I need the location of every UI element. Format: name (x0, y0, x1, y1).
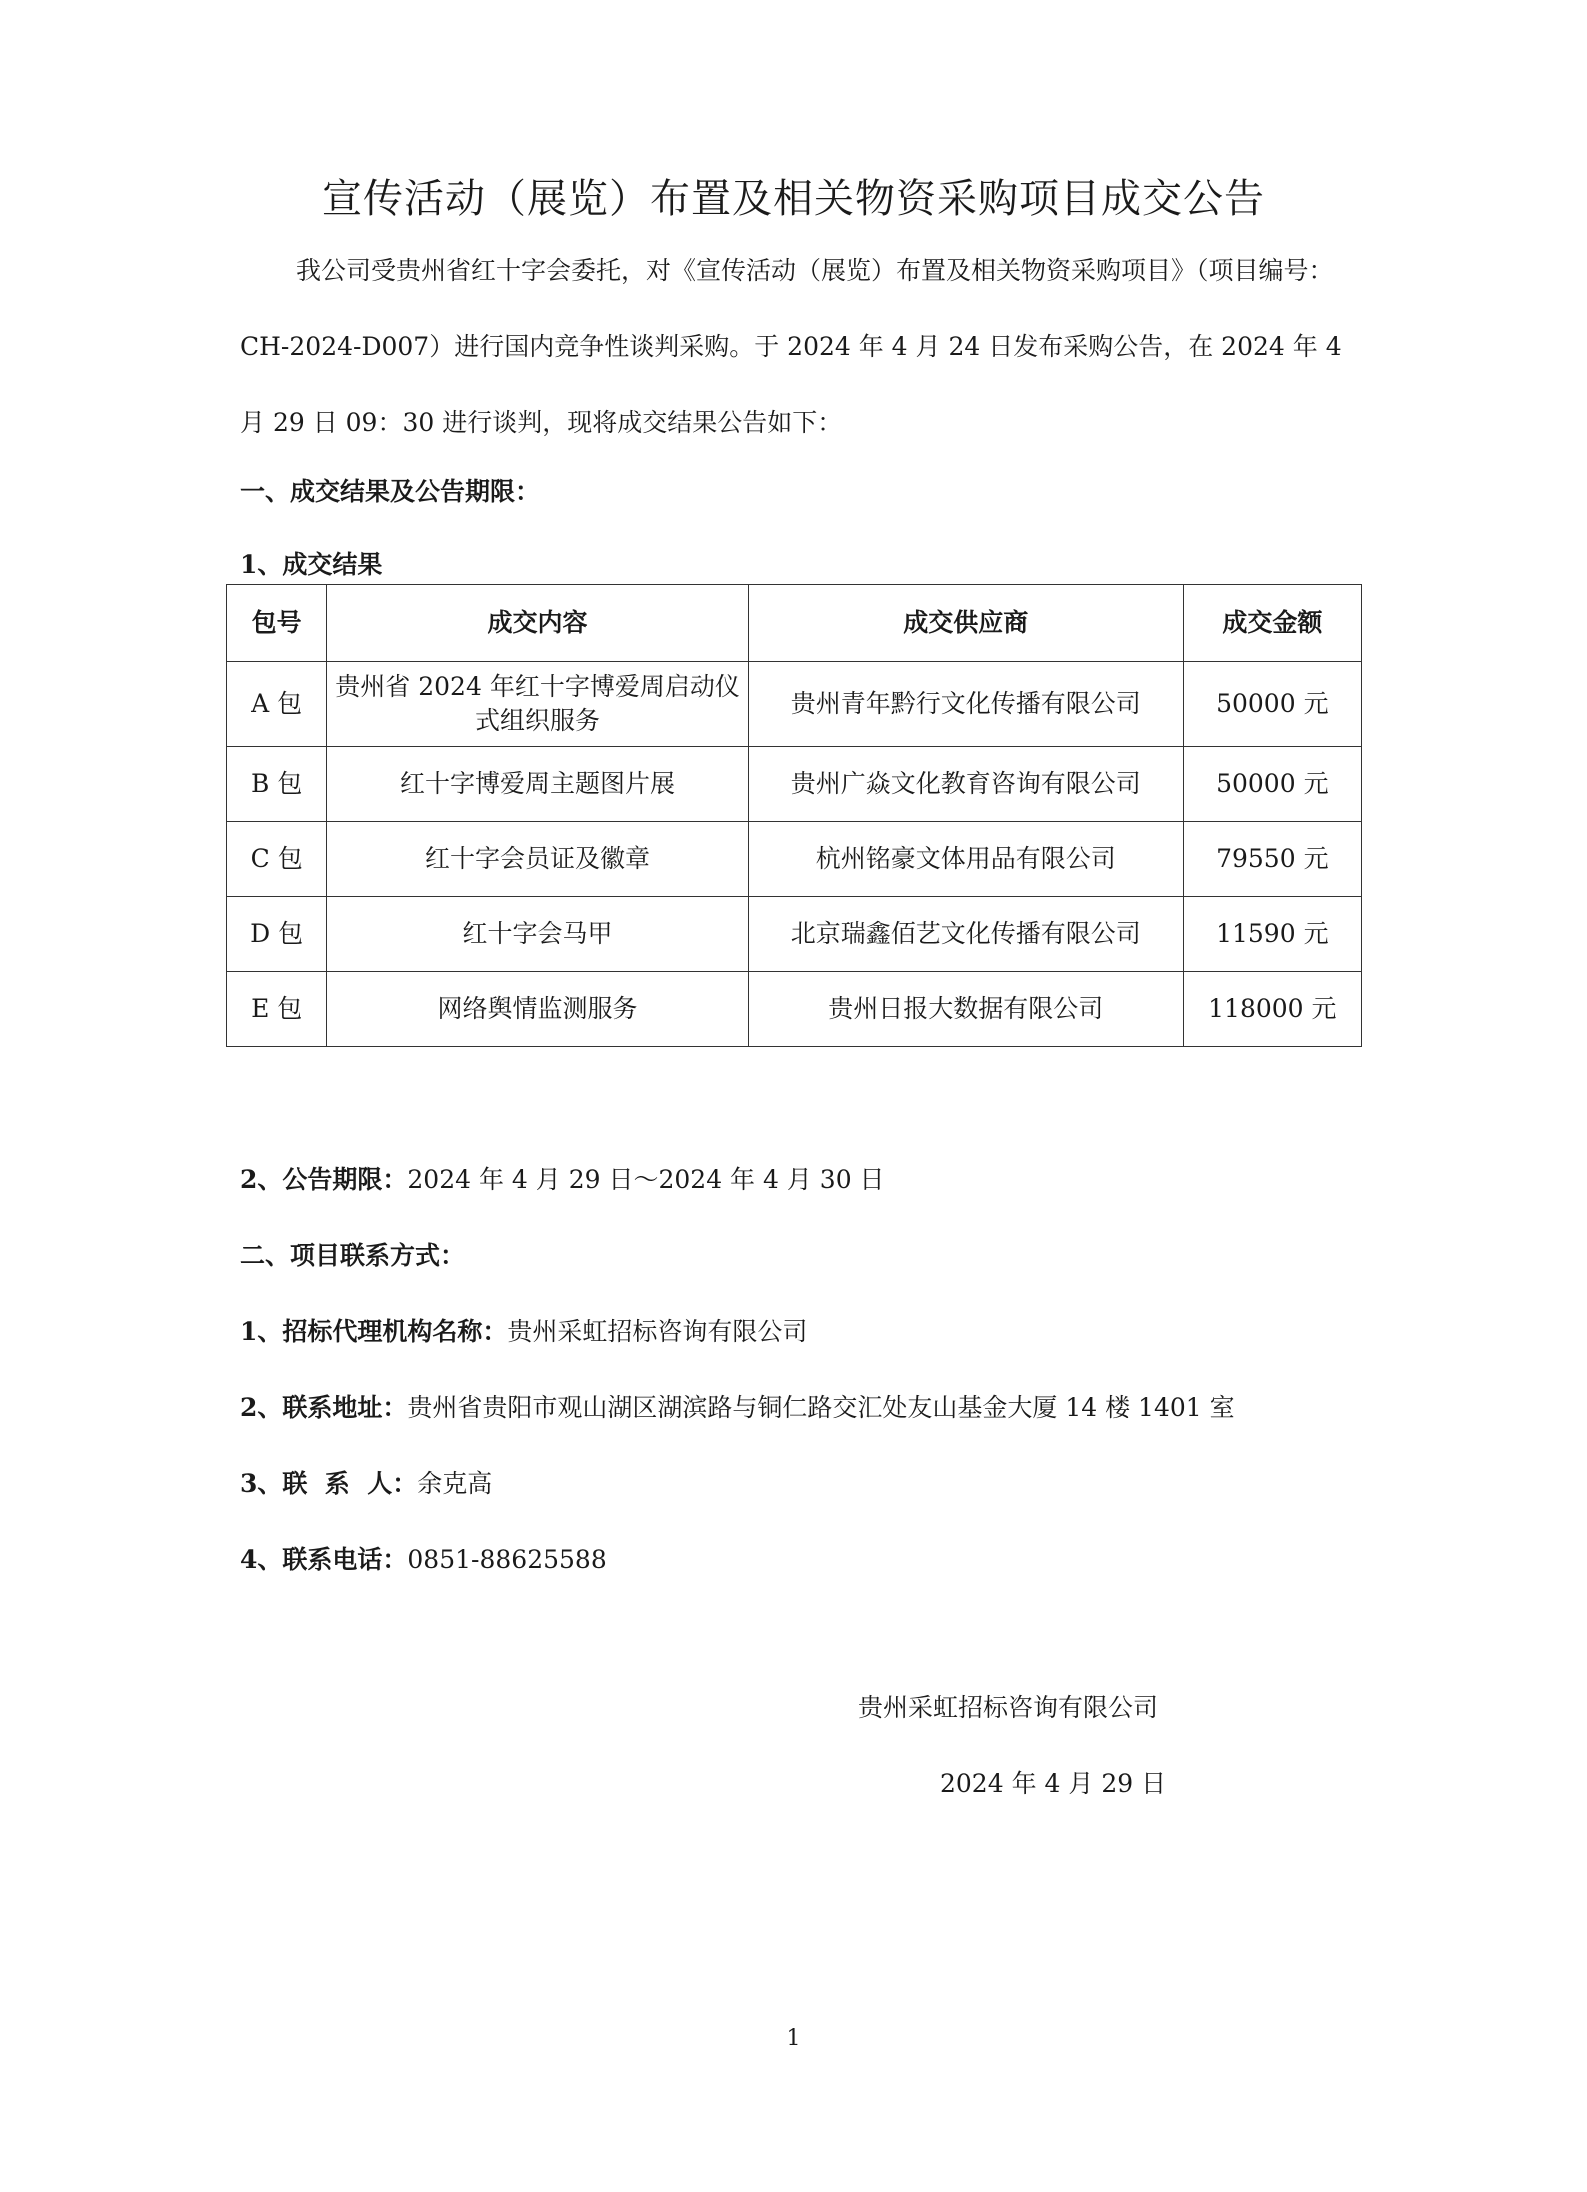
table-header-row (227, 585, 1362, 662)
contact-address (240, 1388, 1235, 1424)
cell-supplier: 杭州铭豪文体用品有限公司 (748, 822, 1183, 897)
contact-label: 4、联系电话： (240, 1545, 408, 1574)
header-content: 成交内容 (327, 585, 748, 662)
results-table (226, 584, 1362, 1047)
cell-supplier: 贵州广焱文化教育咨询有限公司 (748, 747, 1183, 822)
cell-package: B 包 (227, 747, 327, 822)
page-number: 1 (786, 2026, 801, 2051)
contact-value: 贵州采虹招标咨询有限公司 (507, 1317, 808, 1346)
contact-value: 贵州省贵阳市观山湖区湖滨路与铜仁路交汇处友山基金大厦 14 楼 1401 室 (407, 1393, 1235, 1422)
contact-label: 3、联 系 人： (240, 1469, 418, 1498)
signature-company: 贵州采虹招标咨询有限公司 (858, 1693, 1159, 1722)
header-package: 包号 (227, 585, 327, 662)
table-row (227, 662, 1362, 747)
contact-person (240, 1464, 492, 1500)
cell-content: 红十字会马甲 (327, 897, 748, 972)
cell-supplier: 北京瑞鑫佰艺文化传播有限公司 (748, 897, 1183, 972)
announcement-period (240, 1160, 885, 1196)
cell-content: 红十字博爱周主题图片展 (327, 747, 748, 822)
intro-paragraph: 我公司受贵州省红十字会委托，对《宣传活动（展览）布置及相关物资采购项目》（项目编号：CH-2024-D007）进行国内竞争性谈判采购。于 2024 年 4 月 24 日发布采购公告，在 2024 年 4 月 29 日 09：30 进行谈判，现将成交结果公告如下： (240, 256, 1342, 437)
cell-amount: 50000 元 (1183, 662, 1361, 747)
cell-supplier: 贵州日报大数据有限公司 (748, 972, 1183, 1047)
cell-content: 红十字会员证及徽章 (327, 822, 748, 897)
cell-amount: 11590 元 (1183, 897, 1361, 972)
contact-label: 2、联系地址： (240, 1393, 408, 1422)
period-value: 2024 年 4 月 29 日～2024 年 4 月 30 日 (407, 1165, 885, 1194)
contact-value: 余克高 (417, 1469, 493, 1498)
cell-package: E 包 (227, 972, 327, 1047)
cell-package: D 包 (227, 897, 327, 972)
contact-label: 1、招标代理机构名称： (240, 1317, 508, 1346)
cell-content: 贵州省 2024 年红十字博爱周启动仪式组织服务 (327, 662, 748, 747)
header-amount: 成交金额 (1183, 585, 1361, 662)
header-supplier: 成交供应商 (748, 585, 1183, 662)
table-row (227, 972, 1362, 1047)
cell-amount: 50000 元 (1183, 747, 1361, 822)
contact-phone (240, 1540, 607, 1576)
cell-content: 网络舆情监测服务 (327, 972, 748, 1047)
period-label: 2、公告期限： (240, 1165, 408, 1194)
contact-agency (240, 1312, 807, 1348)
result-heading: 1、成交结果 (240, 550, 383, 579)
section2-heading: 二、项目联系方式： (240, 1241, 466, 1270)
cell-package: C 包 (227, 822, 327, 897)
cell-package: A 包 (227, 662, 327, 747)
table-row (227, 897, 1362, 972)
contact-value: 0851-88625588 (407, 1545, 607, 1574)
cell-amount: 79550 元 (1183, 822, 1361, 897)
cell-amount: 118000 元 (1183, 972, 1361, 1047)
signature-date: 2024 年 4 月 29 日 (940, 1769, 1167, 1798)
section1-heading: 一、成交结果及公告期限： (240, 477, 541, 506)
cell-supplier: 贵州青年黔行文化传播有限公司 (748, 662, 1183, 747)
document-title: 宣传活动（展览）布置及相关物资采购项目成交公告 (322, 175, 1265, 222)
table-row (227, 747, 1362, 822)
table-row (227, 822, 1362, 897)
